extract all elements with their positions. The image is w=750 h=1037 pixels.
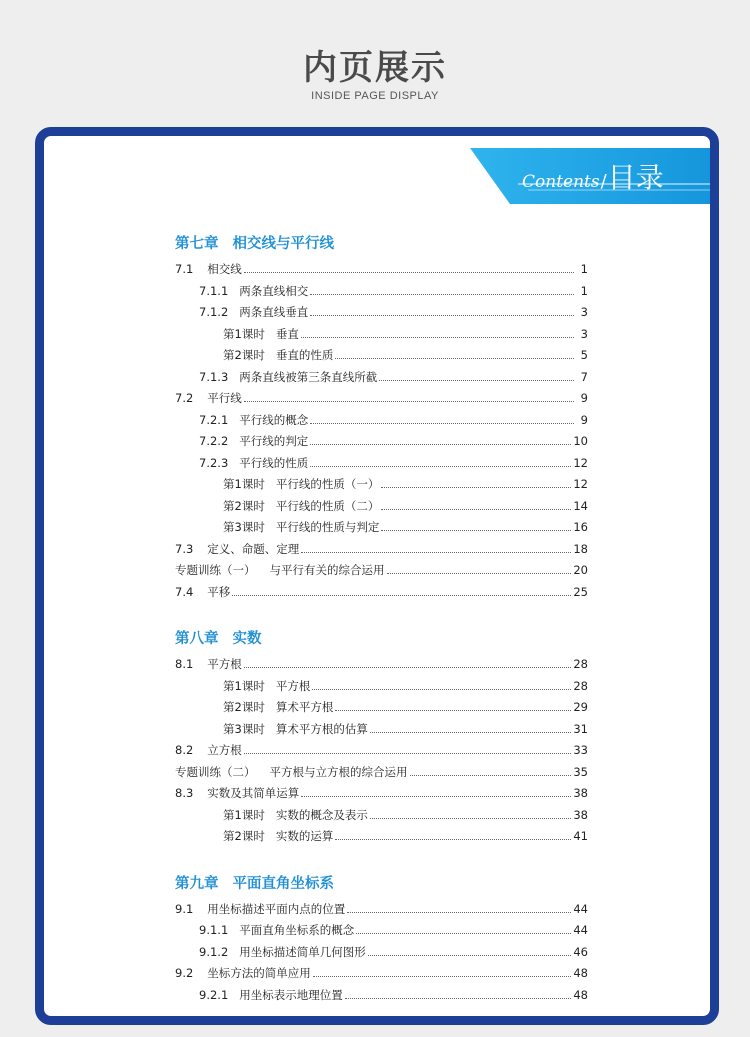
dot-leader [310,315,574,316]
chapter-number: 第九章 [175,875,219,892]
toc-entry[interactable] [175,453,588,475]
toc-entry-number: 专题训练（一） [175,563,256,577]
toc-entry-number: 8.2 [175,743,194,757]
toc-entry[interactable] [175,826,588,848]
dot-leader [347,912,571,913]
banner-text [522,156,664,196]
toc-entry-number: 第1课时 [223,477,265,491]
toc-entry-page: 9 [580,412,588,427]
toc-entry-label: 平行线的性质（二） [275,498,380,513]
toc-entry-number: 7.2.2 [199,434,229,448]
toc-entry[interactable] [175,539,588,561]
dot-leader [335,839,571,840]
toc-entry[interactable] [175,676,588,698]
toc-entry[interactable] [175,740,588,762]
chapter-title: 实数 [232,631,262,647]
toc-entry-page: 35 [573,764,588,779]
dot-leader [310,466,571,467]
dot-leader [410,775,572,776]
chapter-number: 第七章 [175,236,219,252]
banner-english: Contents [522,172,600,192]
toc-entry-number: 7.2.1 [199,412,229,427]
dot-leader [387,573,572,574]
dot-leader [313,976,572,977]
toc-entry[interactable] [175,805,588,827]
toc-entry-label: 平移 [207,584,231,599]
toc-entry-page: 38 [573,786,588,800]
toc-entry-number: 第2课时 [223,348,265,362]
chapter-heading [175,232,588,256]
toc-entry-page: 16 [573,520,588,534]
dot-leader [310,294,574,295]
toc-entry[interactable] [175,496,588,518]
toc-entry[interactable] [175,474,588,496]
toc-entry-number: 第3课时 [223,520,265,534]
toc-entry-number: 8.3 [175,786,194,800]
toc-entry-page: 5 [580,348,588,362]
toc-entry-number: 9.1.1 [199,923,229,937]
toc-entry-number: 7.2 [175,391,194,405]
contents-banner [470,148,710,204]
toc-entry-number: 第1课时 [223,807,265,822]
dot-leader [310,423,574,424]
dot-leader [244,667,572,668]
toc-entry[interactable] [175,762,588,784]
toc-entry-page: 48 [573,987,588,1002]
toc-entry-label: 相交线 [207,262,242,276]
toc-entry[interactable] [175,899,588,921]
dot-leader [368,955,572,956]
toc-entry-page: 28 [573,657,588,671]
dot-leader [381,487,571,488]
toc-entry-label: 平面直角坐标系的概念 [239,923,355,937]
toc-entry-number: 第1课时 [223,678,265,693]
toc-entry[interactable] [175,920,588,942]
toc-entry-page: 48 [573,966,588,980]
toc-entry-label: 坐标方法的简单应用 [207,966,311,980]
chapter-heading [175,872,588,896]
dot-leader [232,595,571,596]
toc-entry-number: 7.1.1 [199,283,229,298]
toc-entry-label: 垂直 [275,326,299,341]
toc-entry-label: 算术平方根的估算 [275,721,368,736]
toc-entry-page: 18 [573,541,588,556]
toc-entry-label: 平行线的概念 [239,412,309,427]
toc-entry-label: 平方根与立方根的综合运用 [269,764,408,779]
toc-entry[interactable] [175,324,588,346]
toc-entry[interactable] [175,783,588,805]
chapter-title: 平面直角坐标系 [232,875,334,892]
dot-leader [312,689,571,690]
dot-leader [244,401,574,402]
toc-entry-number: 专题训练（二） [175,764,256,779]
toc-entry-label: 实数及其简单运算 [207,786,300,800]
toc-entry-label: 用坐标表示地理位置 [239,987,343,1002]
toc-entry[interactable] [175,560,588,582]
toc-entry[interactable] [175,431,588,453]
toc-entry[interactable] [175,410,588,432]
dot-leader [370,732,572,733]
toc-entry-label: 立方根 [207,743,242,757]
toc-entry[interactable] [175,281,588,303]
toc-entry-number: 7.3 [175,541,194,556]
dot-leader [301,796,571,797]
page-subtitle: INSIDE PAGE DISPLAY [311,90,439,102]
toc-entry-page: 1 [580,262,588,276]
page-title: 内页展示 [303,48,447,88]
banner-chinese: 目录 [607,161,664,194]
dot-leader [335,358,574,359]
contents-page-frame [35,127,719,1025]
dot-leader [335,710,571,711]
banner-slash: / [600,171,607,192]
toc-entry-label: 平行线的性质 [239,455,309,470]
toc-entry-number: 7.2.3 [199,455,229,470]
toc-entry-page: 25 [573,584,588,599]
toc-entry[interactable] [175,259,588,281]
toc-entry-page: 12 [573,455,588,470]
toc-entry[interactable] [175,942,588,964]
toc-entry-page: 28 [573,678,588,693]
toc-entry[interactable] [175,345,588,367]
toc-entry-label: 用坐标描述平面内点的位置 [207,901,346,916]
toc-entry-page: 9 [580,391,588,405]
toc-entry-label: 两条直线垂直 [239,305,309,319]
toc-entry-number: 8.1 [175,657,194,671]
toc-entry-number: 第3课时 [223,721,265,736]
toc-entry-number: 9.1.2 [199,944,229,959]
toc-entry-label: 定义、命题、定理 [207,541,300,556]
toc-entry-number: 第1课时 [223,326,265,341]
toc-entry[interactable] [175,388,588,410]
chapter-heading [175,627,588,651]
dot-leader [345,998,572,999]
toc-entry-label: 平行线 [207,391,242,405]
toc-entry-page: 3 [580,326,588,341]
toc-entry-label: 平行线的性质与判定 [275,520,380,534]
toc-entry-page: 33 [573,743,588,757]
toc-entry-label: 与平行有关的综合运用 [269,563,385,577]
toc-entry-label: 用坐标描述简单几何图形 [239,944,366,959]
toc-entry-page: 46 [573,944,588,959]
toc-entry[interactable] [175,517,588,539]
dot-leader [356,933,571,934]
toc-entry-label: 平方根 [207,657,242,671]
toc-entry-page: 20 [573,563,588,577]
toc-entry[interactable] [175,654,588,676]
toc-entry[interactable] [175,963,588,985]
toc-entry-number: 7.4 [175,584,194,599]
toc-entry-page: 31 [573,721,588,736]
toc-entry-label: 平行线的判定 [239,434,309,448]
toc-entry-number: 7.1.2 [199,305,229,319]
toc-entry-label: 平方根 [275,678,311,693]
toc-entry-number: 7.1 [175,262,194,276]
toc-entry[interactable] [175,367,588,389]
dot-leader [381,530,571,531]
toc-entry-label: 实数的运算 [275,829,334,843]
toc-entry-page: 3 [580,305,588,319]
chapter-gap [175,603,588,627]
dot-leader [244,272,574,273]
dot-leader [379,380,574,381]
toc-entry-page: 29 [573,700,588,714]
toc-entry-label: 垂直的性质 [275,348,334,362]
toc-entry-page: 41 [573,829,588,843]
toc-entry-page: 7 [580,369,588,384]
toc-entry[interactable] [175,697,588,719]
dot-leader [244,753,572,754]
toc-entry[interactable] [175,719,588,741]
toc-entry-label: 平行线的性质（一） [275,477,380,491]
toc-entry-label: 两条直线被第三条直线所截 [239,369,378,384]
toc-entry[interactable] [175,985,588,1007]
toc-entry-label: 算术平方根 [275,700,334,714]
toc-entry-label: 两条直线相交 [239,283,309,298]
dot-leader [310,444,571,445]
table-of-contents [175,232,588,1006]
toc-entry-number: 9.2.1 [199,987,229,1002]
toc-entry[interactable] [175,302,588,324]
page-header [0,0,750,120]
toc-entry-page: 1 [580,283,588,298]
toc-entry-page: 10 [573,434,588,448]
chapter-title: 相交线与平行线 [232,236,334,252]
toc-entry[interactable] [175,582,588,604]
chapter-number: 第八章 [175,631,219,647]
toc-entry-number: 7.1.3 [199,369,229,384]
toc-entry-number: 第2课时 [223,829,265,843]
toc-entry-page: 44 [573,923,588,937]
toc-entry-page: 12 [573,477,588,491]
dot-leader [301,552,571,553]
toc-entry-page: 14 [573,498,588,513]
toc-entry-number: 9.1 [175,901,194,916]
toc-entry-page: 38 [573,807,588,822]
dot-leader [381,509,571,510]
toc-entry-number: 第2课时 [223,700,265,714]
toc-entry-number: 第2课时 [223,498,265,513]
toc-entry-label: 实数的概念及表示 [275,807,368,822]
dot-leader [301,337,574,338]
dot-leader [370,818,572,819]
chapter-gap [175,848,588,872]
toc-entry-page: 44 [573,901,588,916]
toc-entry-number: 9.2 [175,966,194,980]
